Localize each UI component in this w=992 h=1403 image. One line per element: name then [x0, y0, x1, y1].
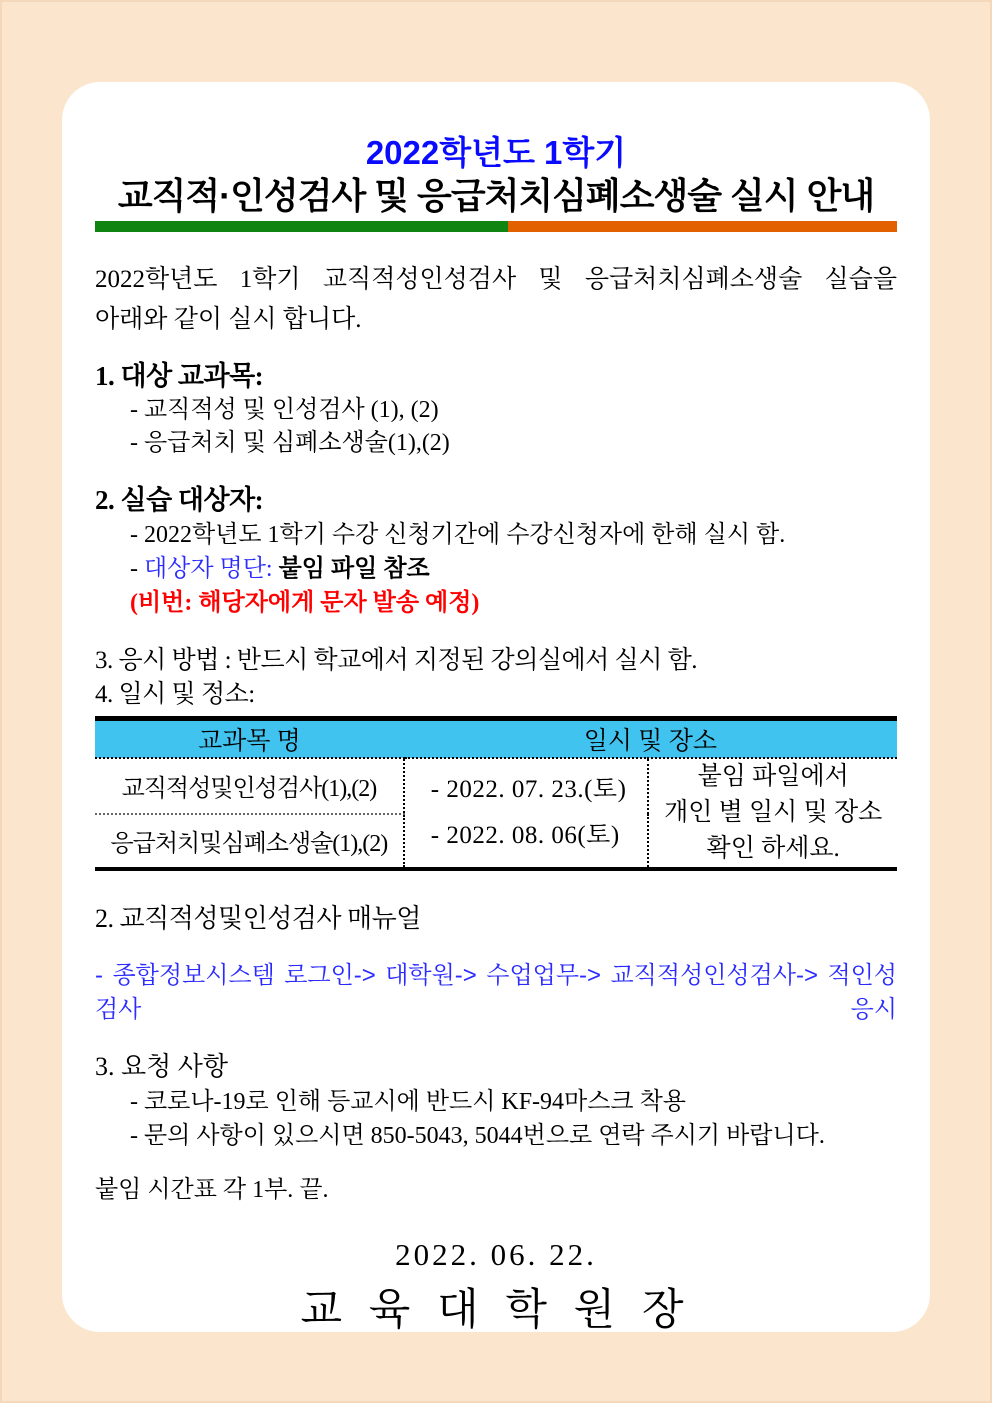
- section2-item2-blue-label: 대상자 명단:: [144, 556, 273, 582]
- section2-item2-attachment-ref: 붙임 파일 참조: [272, 556, 430, 582]
- section2-item-1: - 2022학년도 1학기 수강 신청기간에 수강신청자에 한해 실시 함.: [130, 522, 786, 548]
- title-underline-green: [95, 221, 508, 232]
- table-row: [95, 758, 897, 814]
- section3-exam-method: 3. 응시 방법 : 반드시 학교에서 지정된 강의실에서 실시 함.: [95, 647, 697, 674]
- requests-item-1: - 코로나-19로 인해 등교시에 반드시 KF-94마스크 착용: [130, 1089, 686, 1115]
- schedule-table: [95, 716, 897, 871]
- notice-subtitle: 2022학년도 1학기: [365, 134, 627, 171]
- place-note-line-3: 확인 하세요.: [706, 835, 840, 862]
- section2-heading: 2. 실습 대상자:: [95, 485, 264, 515]
- subject-cell-1: 교직적성및인성검사(1),(2): [95, 758, 404, 814]
- header-subject-column: 교과목 명: [95, 719, 404, 759]
- issuer-signature: 교 육 대 학 원 장: [300, 1287, 692, 1332]
- manual-navigation-path: - 종합정보시스템 로그인-> 대학원-> 수업업무-> 교직적성인성검사-> 적인성검사 응시: [95, 962, 897, 1023]
- manual-heading: 2. 교직적성및인성검사 매뉴얼: [95, 904, 421, 933]
- section2-item2-dash: -: [130, 556, 144, 582]
- attachment-note: 붙임 시간표 각 1부. 끝.: [95, 1177, 329, 1203]
- header-date-place-column: 일시 및 장소: [404, 719, 897, 759]
- place-note-line-2: 개인 별 일시 및 장소: [664, 799, 883, 826]
- issue-date: 2022. 06. 22.: [395, 1237, 597, 1272]
- section2-password-note: (비번: 해당자에게 문자 발송 예정): [130, 590, 480, 616]
- intro-paragraph: [95, 260, 897, 340]
- intro-line-1: 2022학년도 1학기 교직적성인성검사 및 응급처치심폐소생술 실습을: [95, 266, 897, 293]
- section-practice-targets: [95, 482, 897, 620]
- section2-item-2: [130, 552, 897, 586]
- section1-heading: 1. 대상 교과목:: [95, 361, 264, 391]
- schedule-header-row: [95, 719, 897, 759]
- intro-line-2: 아래와 같이 실시 합니다.: [95, 306, 362, 333]
- place-note-cell: [648, 758, 897, 869]
- section1-item-2: - 응급처치 및 심폐소생술(1),(2): [130, 430, 450, 456]
- section-requests: [95, 1049, 897, 1153]
- section-manual: [95, 901, 897, 1027]
- notice-card: [62, 82, 930, 1332]
- requests-heading: 3. 요청 사항: [95, 1052, 228, 1081]
- subject-cell-2: 응급처치및심폐소생술(1),(2): [110, 831, 388, 858]
- notice-title: 교직적·인성검사 및 응급처치심폐소생술 실시 안내: [117, 175, 875, 216]
- title-underline-orange: [508, 221, 897, 232]
- date-line-1: - 2022. 07. 23.(토): [430, 776, 627, 803]
- section1-item-1: - 교직적성 및 인성검사 (1), (2): [130, 397, 439, 423]
- title-underline-bar: [95, 221, 897, 232]
- dates-cell: [404, 758, 649, 869]
- section-target-subjects: [95, 358, 897, 460]
- date-line-2: - 2022. 08. 06(토): [430, 822, 620, 849]
- section4-heading: 4. 일시 및 정소:: [95, 681, 255, 708]
- requests-item-2: - 문의 사항이 있으시면 850-5043, 5044번으로 연락 주시기 바랍니다.: [130, 1123, 825, 1149]
- place-note-line-1: 붙임 파일에서: [697, 763, 849, 790]
